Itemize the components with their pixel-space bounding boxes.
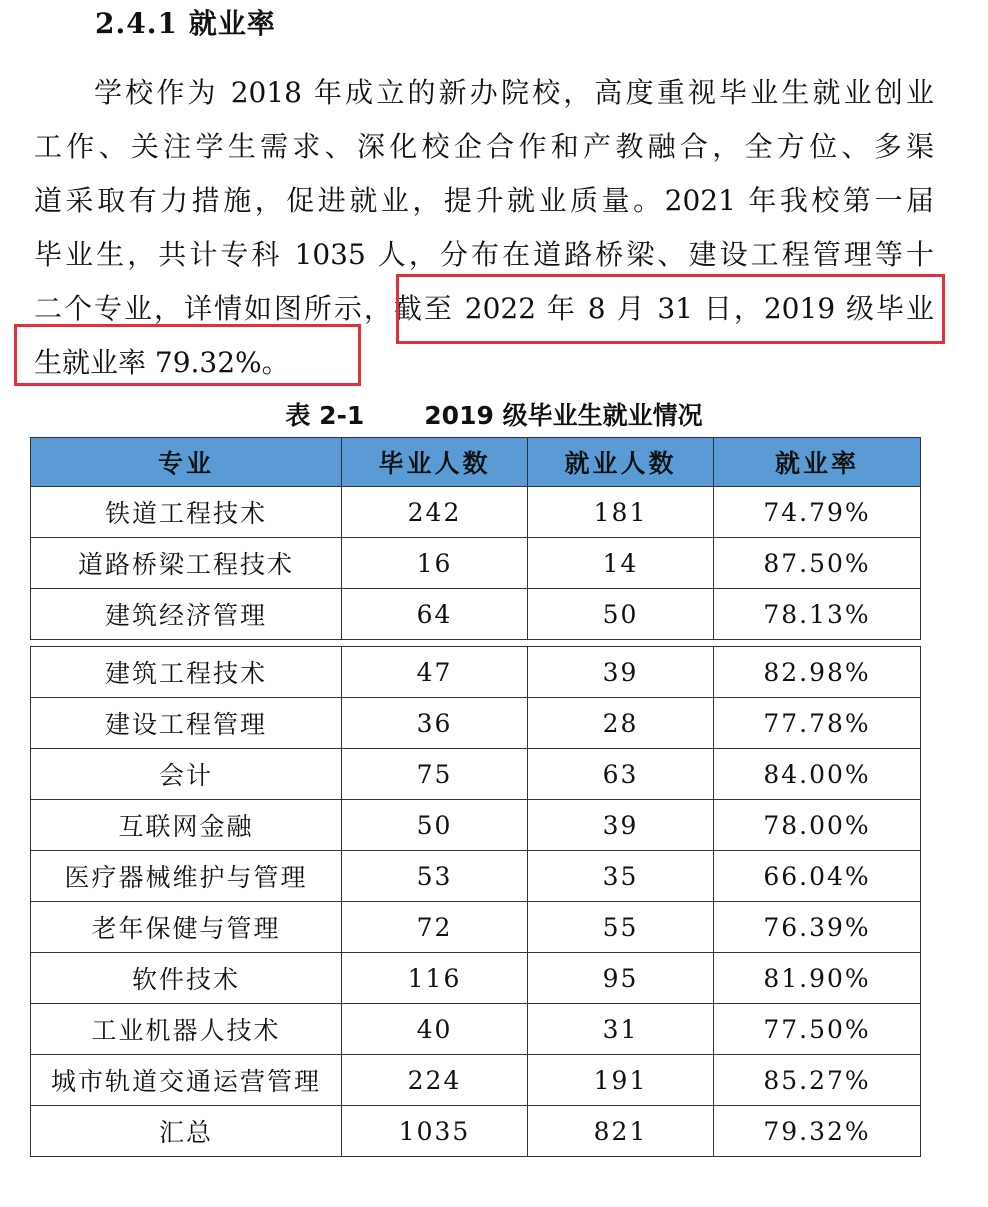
- cell-rate: 78.13%: [714, 589, 921, 640]
- cell-graduates: 53: [342, 851, 528, 902]
- cell-graduates: 224: [342, 1055, 528, 1106]
- cell-employed: 55: [528, 902, 714, 953]
- table-row: [31, 851, 921, 902]
- cell-major: 铁道工程技术: [31, 487, 342, 538]
- table-row: [31, 1004, 921, 1055]
- cell-graduates: 50: [342, 800, 528, 851]
- cell-rate: 81.90%: [714, 953, 921, 1004]
- table-body: [31, 487, 921, 1157]
- cell-employed: 95: [528, 953, 714, 1004]
- table-row: [31, 749, 921, 800]
- cell-employed: 821: [528, 1106, 714, 1157]
- table-row: [31, 953, 921, 1004]
- cell-rate: 74.79%: [714, 487, 921, 538]
- table-header-row: [31, 438, 921, 487]
- table-total-row: [31, 1106, 921, 1157]
- paragraph-line: 工作、关注学生需求、深化校企合作和产教融合，全方位、多渠: [34, 130, 934, 163]
- paragraph-line: 二个专业，详情如图所示，截至 2022 年 8 月 31 日，2019 级毕业: [34, 292, 934, 325]
- table-row: [31, 647, 921, 698]
- cell-employed: 35: [528, 851, 714, 902]
- cell-major: 老年保健与管理: [31, 902, 342, 953]
- cell-employed: 191: [528, 1055, 714, 1106]
- cell-major: 会计: [31, 749, 342, 800]
- cell-rate: 79.32%: [714, 1106, 921, 1157]
- employment-table: [30, 437, 921, 1157]
- cell-graduates: 47: [342, 647, 528, 698]
- cell-employed: 31: [528, 1004, 714, 1055]
- table-row: [31, 589, 921, 640]
- header-major: 专业: [31, 438, 342, 487]
- cell-major: 工业机器人技术: [31, 1004, 342, 1055]
- cell-graduates: 16: [342, 538, 528, 589]
- table-caption: [0, 396, 988, 432]
- table-row: [31, 1055, 921, 1106]
- cell-major: 互联网金融: [31, 800, 342, 851]
- cell-graduates: 64: [342, 589, 528, 640]
- cell-major: 建设工程管理: [31, 698, 342, 749]
- cell-graduates: 72: [342, 902, 528, 953]
- body-paragraph: [34, 66, 934, 390]
- header-employed: 就业人数: [528, 438, 714, 487]
- paragraph-line: 学校作为 2018 年成立的新办院校，高度重视毕业生就业创业: [94, 76, 934, 109]
- cell-major: 汇总: [31, 1106, 342, 1157]
- table-gap-row: [31, 640, 921, 647]
- cell-rate: 76.39%: [714, 902, 921, 953]
- cell-rate: 77.50%: [714, 1004, 921, 1055]
- table-gap-cell: [31, 640, 921, 647]
- cell-major: 软件技术: [31, 953, 342, 1004]
- cell-rate: 66.04%: [714, 851, 921, 902]
- cell-graduates: 75: [342, 749, 528, 800]
- cell-graduates: 40: [342, 1004, 528, 1055]
- cell-major: 建筑工程技术: [31, 647, 342, 698]
- cell-employed: 28: [528, 698, 714, 749]
- table-row: [31, 902, 921, 953]
- section-heading: 2.4.1 就业率: [95, 7, 276, 40]
- header-rate: 就业率: [714, 438, 921, 487]
- cell-employed: 50: [528, 589, 714, 640]
- cell-graduates: 116: [342, 953, 528, 1004]
- cell-rate: 78.00%: [714, 800, 921, 851]
- cell-employed: 39: [528, 800, 714, 851]
- cell-major: 医疗器械维护与管理: [31, 851, 342, 902]
- cell-employed: 63: [528, 749, 714, 800]
- cell-rate: 87.50%: [714, 538, 921, 589]
- cell-rate: 85.27%: [714, 1055, 921, 1106]
- table-row: [31, 800, 921, 851]
- table-row: [31, 698, 921, 749]
- cell-employed: 39: [528, 647, 714, 698]
- paragraph-line: 生就业率 79.32%。: [34, 346, 290, 379]
- cell-rate: 84.00%: [714, 749, 921, 800]
- cell-employed: 181: [528, 487, 714, 538]
- paragraph-line: 道采取有力措施，促进就业，提升就业质量。2021 年我校第一届: [34, 184, 934, 217]
- cell-graduates: 1035: [342, 1106, 528, 1157]
- paragraph-line: 毕业生，共计专科 1035 人，分布在道路桥梁、建设工程管理等十: [34, 238, 934, 271]
- table-number: 表 2-1: [285, 401, 365, 430]
- header-graduates: 毕业人数: [342, 438, 528, 487]
- cell-graduates: 36: [342, 698, 528, 749]
- cell-rate: 82.98%: [714, 647, 921, 698]
- cell-major: 城市轨道交通运营管理: [31, 1055, 342, 1106]
- table-title: 2019 级毕业生就业情况: [424, 401, 703, 430]
- cell-major: 建筑经济管理: [31, 589, 342, 640]
- cell-graduates: 242: [342, 487, 528, 538]
- cell-employed: 14: [528, 538, 714, 589]
- table-row: [31, 538, 921, 589]
- cell-major: 道路桥梁工程技术: [31, 538, 342, 589]
- table-row: [31, 487, 921, 538]
- cell-rate: 77.78%: [714, 698, 921, 749]
